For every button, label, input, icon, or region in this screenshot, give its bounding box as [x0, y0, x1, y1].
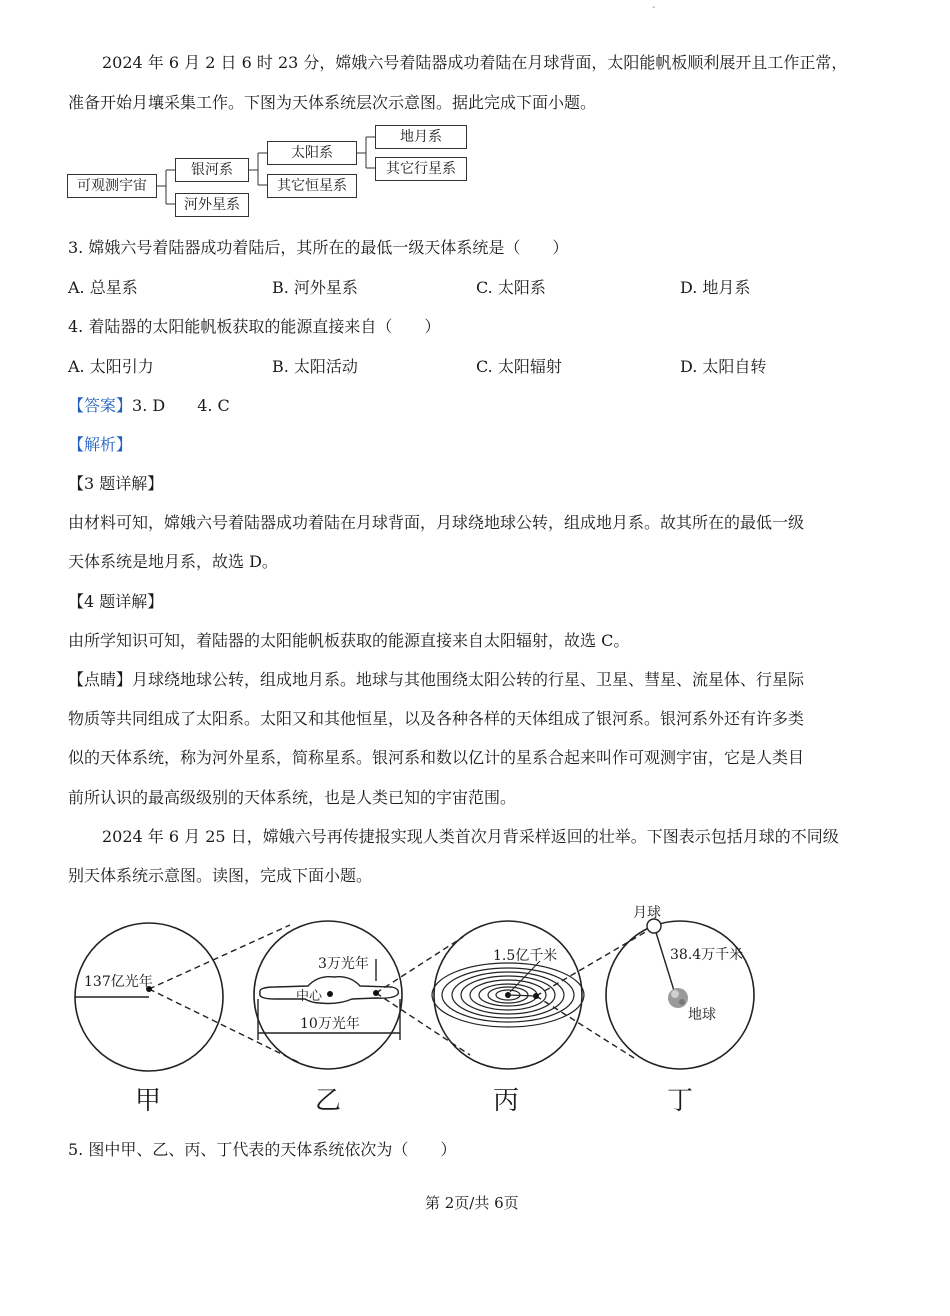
tip-line2: 物质等共同组成了太阳系。太阳又和其他恒星，以及各种各样的天体组成了银河系。银河系外还有许多类: [68, 709, 805, 728]
header-mark: -: [652, 2, 656, 13]
label-jia: 甲: [135, 1086, 162, 1116]
q3-option-d: D. 地月系: [680, 278, 751, 297]
earth-icon: [668, 988, 688, 1008]
q3-option-a: A. 总星系: [68, 278, 138, 297]
intro2-line1: 2024 年 6 月 25 日，嫦娥六号再传捷报实现人类首次月背采样返回的壮举。下图表示包括月球的不同级: [102, 827, 839, 846]
galaxy-center-dot: [327, 991, 333, 997]
yi-diameter-label: 10万光年: [300, 1016, 360, 1032]
q3-stem: 3. 嫦娥六号着陆器成功着陆后，其所在的最低一级天体系统是（ ）: [68, 238, 569, 257]
jia-radius-label: 137亿光年: [84, 974, 153, 990]
yi-thickness-label: 3万光年: [318, 956, 369, 972]
bing-distance-label: 1.5亿千米: [493, 948, 558, 964]
page-footer: 第 2页/共 6页: [425, 1194, 519, 1212]
tip-tag: 【点睛】: [68, 670, 133, 689]
label-ding: 丁: [667, 1086, 694, 1116]
node-extragalactic: 河外星系: [175, 193, 249, 217]
q4-option-a: A. 太阳引力: [68, 357, 154, 376]
q4-option-d: D. 太阳自转: [680, 357, 767, 376]
node-observable-universe: 可观测宇宙: [67, 174, 157, 198]
yi-center-label: 中心: [296, 989, 323, 1004]
answer-tag: 【答案】: [68, 396, 133, 415]
q4-detail-line1: 由所学知识可知，着陆器的太阳能帆板获取的能源直接来自太阳辐射，故选 C。: [68, 631, 630, 650]
q3-detail-line1: 由材料可知，嫦娥六号着陆器成功着陆在月球背面，月球绕地球公转，组成地月系。故其所在的最低一级: [68, 513, 805, 532]
ding-earth-label: 地球: [688, 1007, 716, 1023]
q3-detail-line2: 天体系统是地月系，故选 D。: [68, 552, 278, 571]
q4-detail-tag: 【4 题详解】: [68, 592, 164, 611]
node-milky-way: 银河系: [175, 158, 249, 182]
tip-line3: 似的天体系统，称为河外星系，简称星系。银河系和数以亿计的星系合起来叫作可观测宇宙，它是人类目: [68, 748, 805, 767]
analysis-tag: 【解析】: [68, 435, 133, 454]
node-earth-moon-system: 地月系: [375, 125, 467, 149]
tip-text1: 月球绕地球公转，组成地月系。地球与其他围绕太阳公转的行星、卫星、彗星、流星体、行星际: [132, 670, 805, 689]
q4-stem: 4. 着陆器的太阳能帆板获取的能源直接来自（ ）: [68, 317, 441, 336]
q4-option-b: B. 太阳活动: [272, 357, 358, 376]
q5-stem: 5. 图中甲、乙、丙、丁代表的天体系统依次为（ ）: [68, 1140, 457, 1159]
node-other-planetary-systems: 其它行星系: [375, 157, 467, 181]
answer-line: [68, 393, 230, 416]
node-other-star-systems: 其它恒星系: [267, 174, 357, 198]
answer-text: 3. D 4. C: [132, 396, 230, 415]
intro1-line2: 准备开始月壤采集工作。下图为天体系统层次示意图。据此完成下面小题。: [68, 93, 597, 112]
label-bing: 丙: [493, 1086, 520, 1116]
sun-position-dot: [373, 990, 379, 996]
label-yi: 乙: [315, 1086, 342, 1116]
q3-option-b: B. 河外星系: [272, 278, 358, 297]
q3-option-c: C. 太阳系: [476, 278, 546, 297]
node-solar-system: 太阳系: [267, 141, 357, 165]
ding-distance-label: 38.4万千米: [670, 947, 744, 963]
intro2-line2: 别天体系统示意图。读图，完成下面小题。: [68, 866, 373, 885]
q3-detail-tag: 【3 题详解】: [68, 474, 164, 493]
q4-option-c: C. 太阳辐射: [476, 357, 562, 376]
ding-moon-label: 月球: [633, 905, 661, 921]
intro1-line1: 2024 年 6 月 2 日 6 时 23 分，嫦娥六号着陆器成功着陆在月球背面，太阳能帆板顺利展开且工作正常，: [102, 53, 848, 72]
tip-line4: 前所认识的最高级级别的天体系统，也是人类已知的宇宙范围。: [68, 788, 517, 807]
tip-line1: [68, 667, 804, 690]
